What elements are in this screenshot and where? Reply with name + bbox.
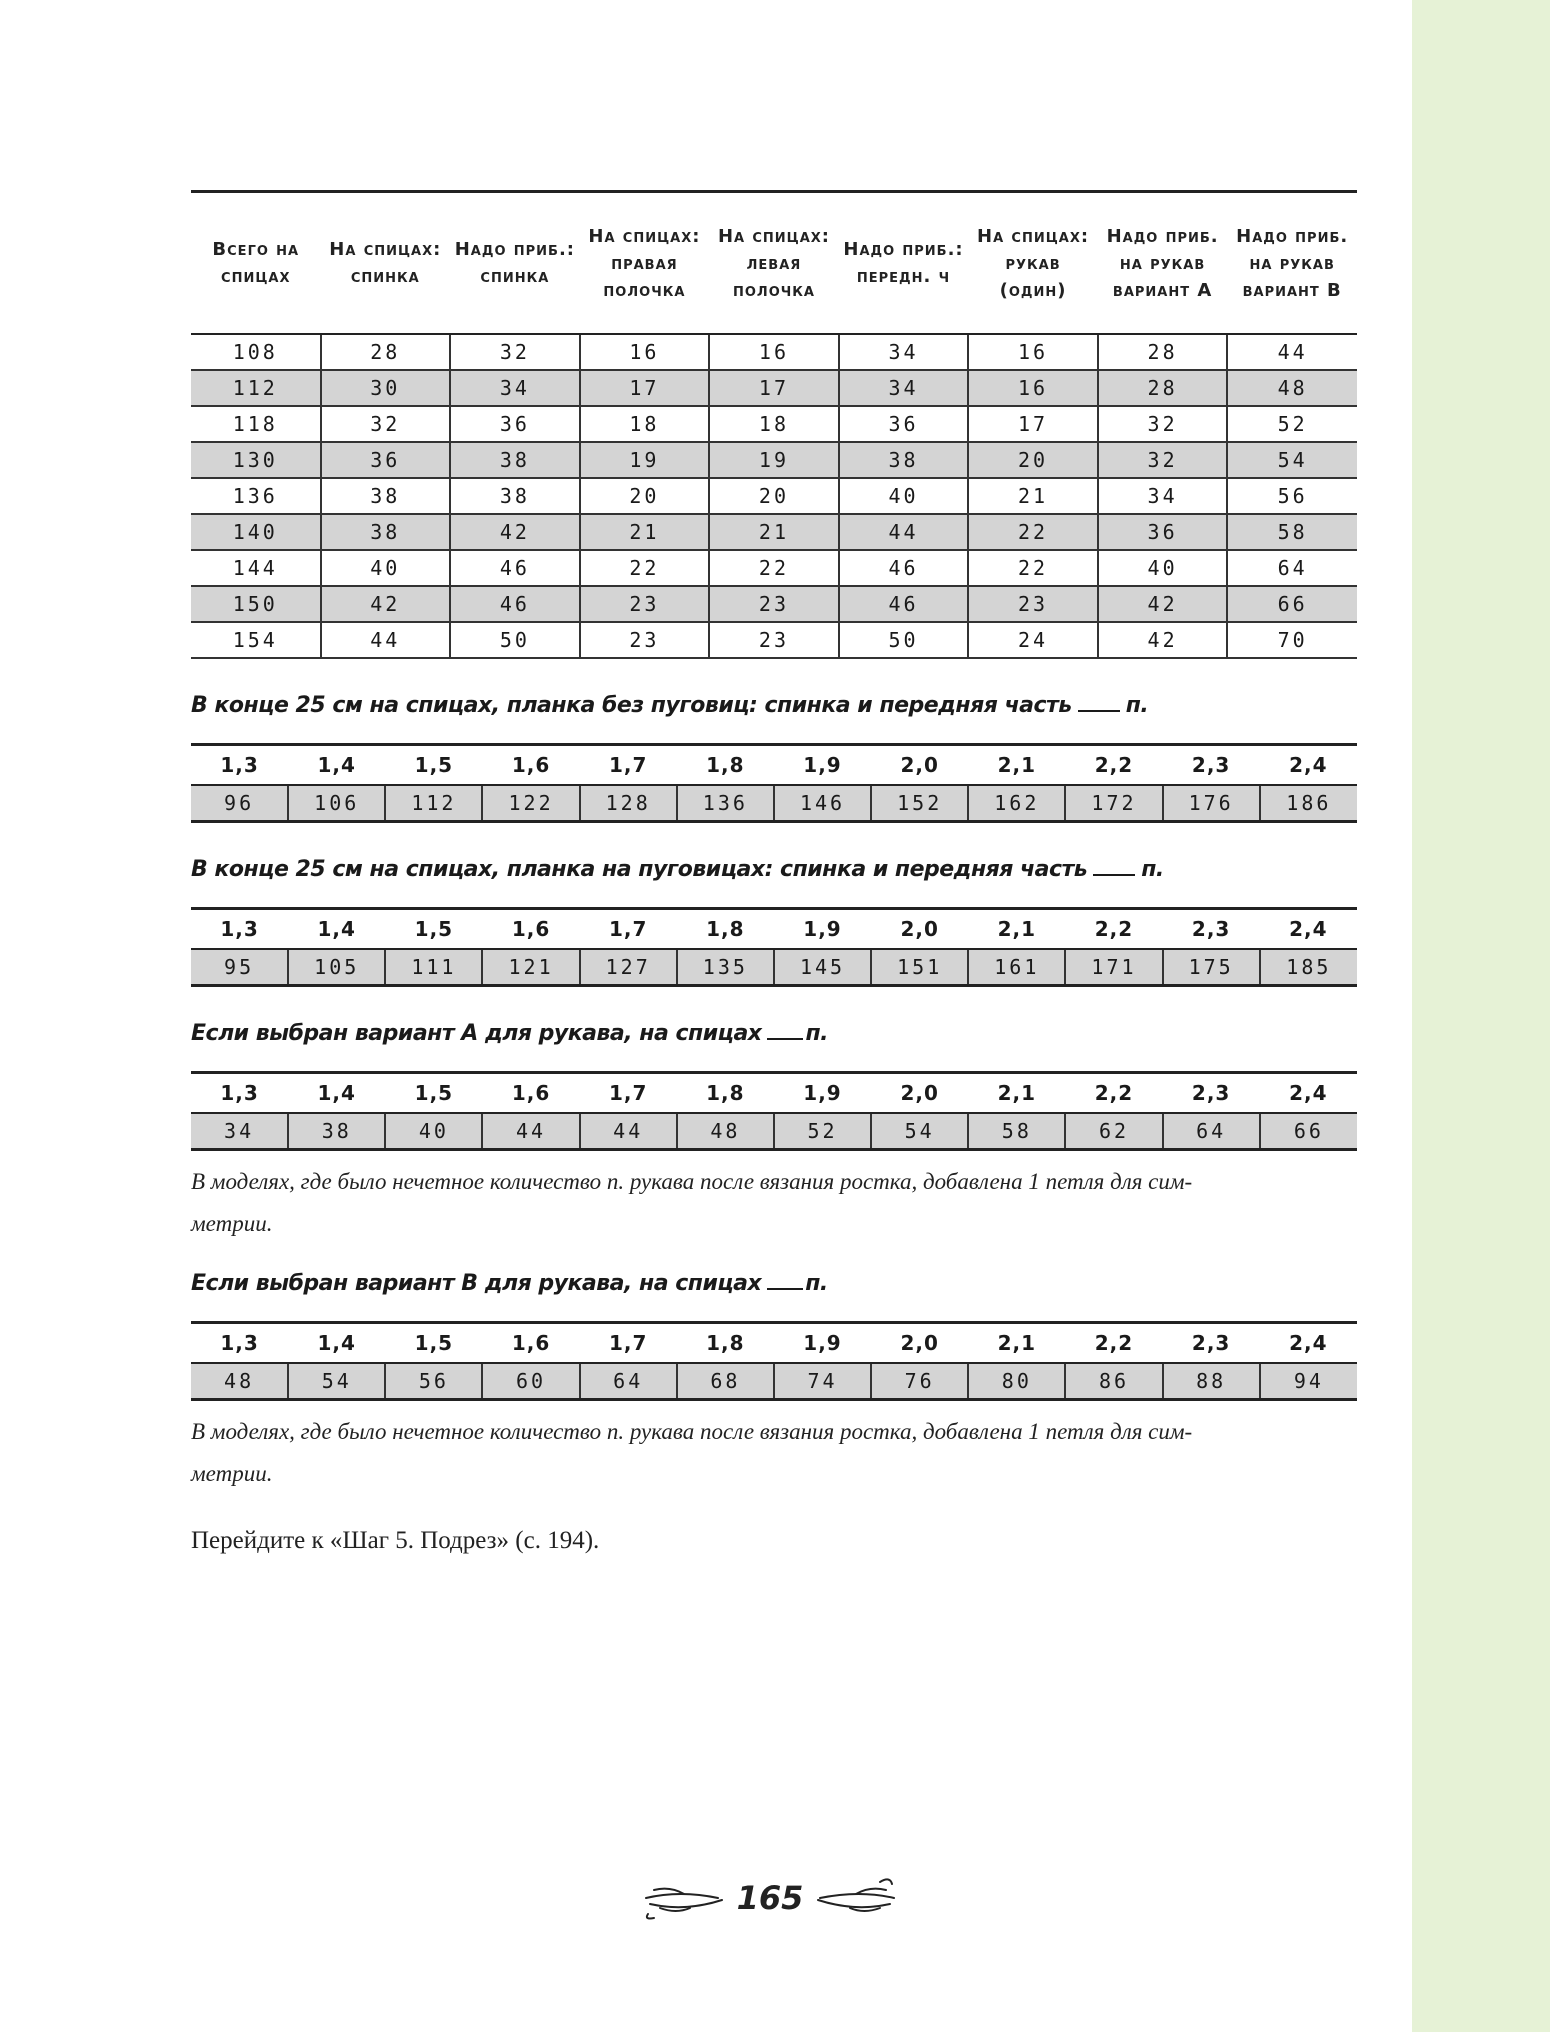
- gauge-value: 54: [871, 1113, 968, 1150]
- table-cell: 21: [968, 478, 1098, 514]
- gauge-value: 56: [385, 1363, 482, 1400]
- gauge-value: 111: [385, 949, 482, 986]
- gauge-value: 40: [385, 1113, 482, 1150]
- gauge-label: 1,9: [774, 909, 871, 950]
- gauge-value-row: [191, 785, 1357, 822]
- gauge-label: 1,8: [677, 1073, 774, 1114]
- header-sleeve-stitches: На спицах: рукав (один): [968, 192, 1098, 335]
- gauge-value: 80: [968, 1363, 1065, 1400]
- caption-text: Если выбран вариант А для рукава, на спицах: [191, 1021, 762, 1046]
- gauge-label: 1,3: [191, 745, 288, 786]
- gauge-label: 2,2: [1065, 909, 1162, 950]
- gauge-value: 44: [580, 1113, 677, 1150]
- gauge-value: 171: [1065, 949, 1162, 986]
- table-cell: 36: [450, 406, 580, 442]
- gauge-label: 1,8: [677, 745, 774, 786]
- table-cell: 66: [1227, 586, 1357, 622]
- gauge-label: 2,0: [871, 909, 968, 950]
- gauge-value: 64: [1163, 1113, 1260, 1150]
- table-row: [191, 622, 1357, 658]
- symmetry-note: [191, 1411, 1357, 1495]
- gauge-value: 145: [774, 949, 871, 986]
- table-row: [191, 550, 1357, 586]
- header-right-front: На спицах: правая полочка: [580, 192, 710, 335]
- gauge-label: 1,5: [385, 1323, 482, 1364]
- table-row: [191, 442, 1357, 478]
- table-cell: 40: [1098, 550, 1228, 586]
- gauge-header-row: [191, 1323, 1357, 1364]
- table-cell: 16: [580, 334, 710, 370]
- table-cell: 21: [709, 514, 839, 550]
- gauge-value: 88: [1163, 1363, 1260, 1400]
- table-cell: 20: [580, 478, 710, 514]
- table-cell: 22: [709, 550, 839, 586]
- gauge-value: 48: [677, 1113, 774, 1150]
- gauge-value: 151: [871, 949, 968, 986]
- gauge-table-with-buttons: [191, 907, 1357, 987]
- caption-text: В конце 25 см на спицах, планка без пуговиц: спинка и передняя часть: [191, 693, 1072, 718]
- gauge-label: 2,4: [1260, 909, 1357, 950]
- gauge-value: 172: [1065, 785, 1162, 822]
- table-cell: 38: [321, 514, 451, 550]
- gauge-value: 96: [191, 785, 288, 822]
- table-row: [191, 514, 1357, 550]
- table-cell: 42: [1098, 586, 1228, 622]
- note-line: В моделях, где было нечетное количество п. рукава после вязания ростка, добавлена 1 петля для сим-: [191, 1419, 1193, 1444]
- table-cell: 130: [191, 442, 321, 478]
- caption-with-buttons: [191, 857, 1357, 882]
- gauge-value: 176: [1163, 785, 1260, 822]
- gauge-label: 1,8: [677, 1323, 774, 1364]
- table-cell: 46: [839, 586, 969, 622]
- gauge-value: 58: [968, 1113, 1065, 1150]
- table-cell: 48: [1227, 370, 1357, 406]
- table-cell: 28: [321, 334, 451, 370]
- table-cell: 21: [580, 514, 710, 550]
- table-cell: 32: [1098, 406, 1228, 442]
- gauge-value: 185: [1260, 949, 1357, 986]
- gauge-label: 2,3: [1163, 745, 1260, 786]
- gauge-label: 2,0: [871, 1323, 968, 1364]
- table-cell: 34: [450, 370, 580, 406]
- gauge-label: 2,2: [1065, 1323, 1162, 1364]
- table-cell: 42: [1098, 622, 1228, 658]
- gauge-value: 62: [1065, 1113, 1162, 1150]
- gauge-value: 44: [482, 1113, 579, 1150]
- table-row: [191, 478, 1357, 514]
- table-cell: 34: [839, 370, 969, 406]
- table-cell: 42: [321, 586, 451, 622]
- gauge-value-row: [191, 949, 1357, 986]
- table-cell: 56: [1227, 478, 1357, 514]
- page-content: [191, 190, 1357, 1555]
- gauge-value: 68: [677, 1363, 774, 1400]
- gauge-value: 48: [191, 1363, 288, 1400]
- table-cell: 23: [709, 586, 839, 622]
- table-cell: 17: [709, 370, 839, 406]
- gauge-label: 2,4: [1260, 745, 1357, 786]
- caption-unit: п.: [805, 1271, 828, 1296]
- gauge-label: 1,6: [482, 1073, 579, 1114]
- table-cell: 144: [191, 550, 321, 586]
- table-cell: 46: [839, 550, 969, 586]
- table-cell: 50: [450, 622, 580, 658]
- gauge-label: 1,5: [385, 745, 482, 786]
- gauge-value: 135: [677, 949, 774, 986]
- table-cell: 36: [1098, 514, 1228, 550]
- gauge-value: 161: [968, 949, 1065, 986]
- table-cell: 18: [580, 406, 710, 442]
- table-cell: 20: [968, 442, 1098, 478]
- caption-text: Если выбран вариант В для рукава, на спицах: [191, 1271, 762, 1296]
- gauge-value: 146: [774, 785, 871, 822]
- table-cell: 136: [191, 478, 321, 514]
- table-cell: 44: [1227, 334, 1357, 370]
- table-cell: 28: [1098, 370, 1228, 406]
- page-number: 165: [736, 1879, 804, 1917]
- table-cell: 112: [191, 370, 321, 406]
- header-total-stitches: Всего на спицах: [191, 192, 321, 335]
- gauge-label: 2,2: [1065, 1073, 1162, 1114]
- table-cell: 150: [191, 586, 321, 622]
- gauge-label: 2,1: [968, 909, 1065, 950]
- table-cell: 118: [191, 406, 321, 442]
- gauge-label: 1,3: [191, 909, 288, 950]
- gauge-label: 1,8: [677, 909, 774, 950]
- gauge-label: 2,1: [968, 1323, 1065, 1364]
- gauge-value: 74: [774, 1363, 871, 1400]
- gauge-header-row: [191, 909, 1357, 950]
- table-cell: 44: [321, 622, 451, 658]
- gauge-value: 136: [677, 785, 774, 822]
- symmetry-note: [191, 1161, 1357, 1245]
- caption-sleeve-b: [191, 1271, 1357, 1296]
- header-sleeve-increase-a: Надо приб. на рукав вариант А: [1098, 192, 1228, 335]
- gauge-label: 1,9: [774, 745, 871, 786]
- gauge-value: 54: [288, 1363, 385, 1400]
- table-cell: 23: [709, 622, 839, 658]
- table-cell: 42: [450, 514, 580, 550]
- table-cell: 32: [321, 406, 451, 442]
- gauge-label: 2,1: [968, 1073, 1065, 1114]
- table-cell: 40: [839, 478, 969, 514]
- page-number-ornament: [640, 1868, 900, 1928]
- table-cell: 32: [450, 334, 580, 370]
- table-cell: 38: [839, 442, 969, 478]
- gauge-value: 162: [968, 785, 1065, 822]
- gauge-label: 1,4: [288, 745, 385, 786]
- gauge-label: 1,4: [288, 1073, 385, 1114]
- table-cell: 34: [1098, 478, 1228, 514]
- table-cell: 58: [1227, 514, 1357, 550]
- note-line: метрии.: [191, 1461, 273, 1486]
- table-cell: 154: [191, 622, 321, 658]
- gauge-label: 1,6: [482, 745, 579, 786]
- table-cell: 24: [968, 622, 1098, 658]
- blank-line: [1093, 874, 1135, 876]
- gauge-value: 95: [191, 949, 288, 986]
- gauge-value: 52: [774, 1113, 871, 1150]
- table-cell: 16: [968, 334, 1098, 370]
- table-cell: 64: [1227, 550, 1357, 586]
- gauge-label: 2,3: [1163, 909, 1260, 950]
- table-cell: 38: [450, 478, 580, 514]
- gauge-value: 66: [1260, 1113, 1357, 1150]
- gauge-label: 2,4: [1260, 1073, 1357, 1114]
- caption-no-buttons: [191, 693, 1357, 718]
- table-cell: 30: [321, 370, 451, 406]
- table-cell: 22: [580, 550, 710, 586]
- table-cell: 108: [191, 334, 321, 370]
- header-front-increase: Надо приб.: передн. ч: [839, 192, 969, 335]
- table-header-row: [191, 192, 1357, 335]
- gauge-label: 2,3: [1163, 1323, 1260, 1364]
- gauge-value: 38: [288, 1113, 385, 1150]
- table-cell: 28: [1098, 334, 1228, 370]
- gauge-value: 60: [482, 1363, 579, 1400]
- blank-line: [767, 1038, 803, 1040]
- gauge-label: 2,4: [1260, 1323, 1357, 1364]
- gauge-label: 1,3: [191, 1073, 288, 1114]
- table-cell: 44: [839, 514, 969, 550]
- table-cell: 22: [968, 514, 1098, 550]
- gauge-label: 2,0: [871, 1073, 968, 1114]
- table-cell: 23: [580, 622, 710, 658]
- gauge-value-row: [191, 1363, 1357, 1400]
- table-cell: 38: [321, 478, 451, 514]
- gauge-label: 1,9: [774, 1073, 871, 1114]
- table-cell: 46: [450, 586, 580, 622]
- gauge-value: 122: [482, 785, 579, 822]
- gauge-value: 121: [482, 949, 579, 986]
- gauge-header-row: [191, 745, 1357, 786]
- gauge-table-sleeve-a: [191, 1071, 1357, 1151]
- caption-text: В конце 25 см на спицах, планка на пуговицах: спинка и передняя часть: [191, 857, 1088, 882]
- gauge-value: 105: [288, 949, 385, 986]
- gauge-label: 1,7: [580, 745, 677, 786]
- table-cell: 38: [450, 442, 580, 478]
- gauge-label: 1,6: [482, 1323, 579, 1364]
- gauge-label: 1,3: [191, 1323, 288, 1364]
- gauge-label: 1,4: [288, 909, 385, 950]
- table-cell: 52: [1227, 406, 1357, 442]
- gauge-label: 1,5: [385, 909, 482, 950]
- table-cell: 34: [839, 334, 969, 370]
- gauge-table-sleeve-b: [191, 1321, 1357, 1401]
- header-sleeve-increase-b: Надо приб. на рукав вариант B: [1227, 192, 1357, 335]
- gauge-value: 76: [871, 1363, 968, 1400]
- gauge-value: 94: [1260, 1363, 1357, 1400]
- table-row: [191, 334, 1357, 370]
- gauge-value: 127: [580, 949, 677, 986]
- table-cell: 40: [321, 550, 451, 586]
- gauge-value: 34: [191, 1113, 288, 1150]
- header-back-increase: Надо приб.: спинка: [450, 192, 580, 335]
- gauge-value: 128: [580, 785, 677, 822]
- gauge-label: 1,7: [580, 1073, 677, 1114]
- gauge-value: 152: [871, 785, 968, 822]
- gauge-label: 1,4: [288, 1323, 385, 1364]
- gauge-value: 186: [1260, 785, 1357, 822]
- table-cell: 36: [321, 442, 451, 478]
- blank-line: [1078, 710, 1120, 712]
- gauge-table-no-buttons: [191, 743, 1357, 823]
- table-cell: 23: [580, 586, 710, 622]
- table-cell: 32: [1098, 442, 1228, 478]
- gauge-label: 1,5: [385, 1073, 482, 1114]
- table-cell: 16: [968, 370, 1098, 406]
- next-step-reference: Перейдите к «Шаг 5. Подрез» (с. 194).: [191, 1527, 600, 1554]
- caption-sleeve-a: [191, 1021, 1357, 1046]
- header-left-front: На спицах: левая полочка: [709, 192, 839, 335]
- table-cell: 16: [709, 334, 839, 370]
- gauge-value: 64: [580, 1363, 677, 1400]
- stitch-count-table: [191, 190, 1357, 659]
- table-cell: 17: [968, 406, 1098, 442]
- gauge-label: 2,0: [871, 745, 968, 786]
- table-cell: 36: [839, 406, 969, 442]
- header-back-stitches: На спицах: спинка: [321, 192, 451, 335]
- table-cell: 17: [580, 370, 710, 406]
- gauge-label: 1,7: [580, 909, 677, 950]
- gauge-value: 106: [288, 785, 385, 822]
- table-body: [191, 334, 1357, 658]
- gauge-label: 1,9: [774, 1323, 871, 1364]
- caption-unit: п.: [805, 1021, 829, 1046]
- table-row: [191, 370, 1357, 406]
- table-cell: 19: [580, 442, 710, 478]
- caption-unit: п.: [1141, 857, 1164, 882]
- gauge-label: 1,6: [482, 909, 579, 950]
- gauge-value: 112: [385, 785, 482, 822]
- caption-unit: п.: [1125, 693, 1149, 718]
- table-cell: 18: [709, 406, 839, 442]
- gauge-value-row: [191, 1113, 1357, 1150]
- table-cell: 46: [450, 550, 580, 586]
- table-cell: 50: [839, 622, 969, 658]
- table-cell: 54: [1227, 442, 1357, 478]
- gauge-label: 2,2: [1065, 745, 1162, 786]
- side-color-strip: [1412, 0, 1550, 2032]
- table-cell: 20: [709, 478, 839, 514]
- gauge-label: 2,1: [968, 745, 1065, 786]
- note-line: метрии.: [191, 1211, 273, 1236]
- table-row: [191, 586, 1357, 622]
- table-cell: 140: [191, 514, 321, 550]
- note-line: В моделях, где было нечетное количество п. рукава после вязания ростка, добавлена 1 петля для сим-: [191, 1169, 1193, 1194]
- table-cell: 19: [709, 442, 839, 478]
- gauge-label: 2,3: [1163, 1073, 1260, 1114]
- table-row: [191, 406, 1357, 442]
- table-cell: 70: [1227, 622, 1357, 658]
- blank-line: [767, 1288, 803, 1290]
- gauge-value: 175: [1163, 949, 1260, 986]
- gauge-header-row: [191, 1073, 1357, 1114]
- gauge-value: 86: [1065, 1363, 1162, 1400]
- gauge-label: 1,7: [580, 1323, 677, 1364]
- table-cell: 22: [968, 550, 1098, 586]
- table-cell: 23: [968, 586, 1098, 622]
